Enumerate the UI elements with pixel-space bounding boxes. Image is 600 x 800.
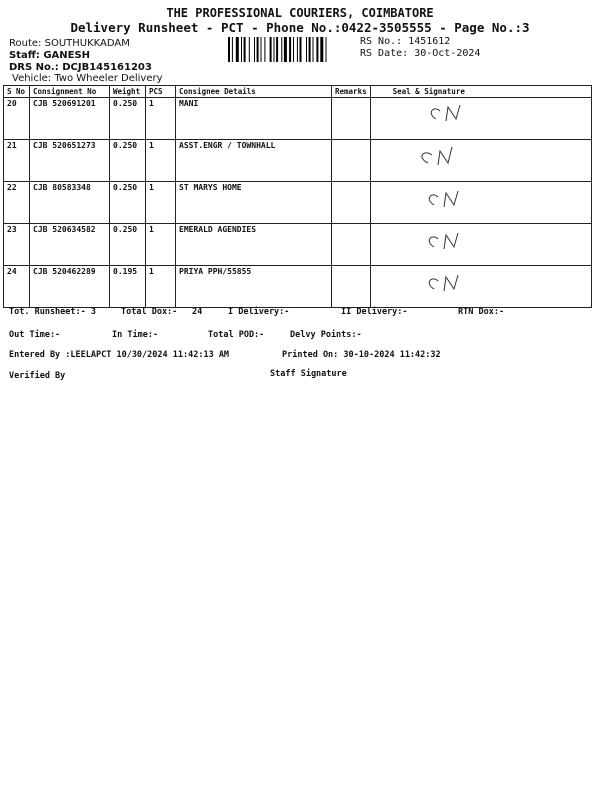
table-row bbox=[4, 140, 592, 182]
company-title: THE PROFESSIONAL COURIERS, COIMBATORE bbox=[166, 6, 434, 20]
cell-signature bbox=[370, 224, 591, 266]
tot-runsheet: Tot. Runsheet:- 3 bbox=[9, 307, 96, 317]
cell-signature bbox=[370, 98, 591, 140]
cell-remarks bbox=[332, 182, 371, 224]
cell-pcs: 1 bbox=[146, 140, 176, 182]
ii-delivery: II Delivery:- bbox=[341, 307, 408, 317]
delvy-points: Delvy Points:- bbox=[290, 330, 362, 340]
col-pcs: PCS bbox=[146, 86, 176, 98]
drs-value: DCJB145161203 bbox=[62, 62, 152, 73]
table-row bbox=[4, 98, 592, 140]
cell-weight: 0.250 bbox=[110, 140, 146, 182]
col-consignee: Consignee Details bbox=[176, 86, 332, 98]
cell-pcs: 1 bbox=[146, 224, 176, 266]
route-value: SOUTHUKKADAM bbox=[44, 38, 130, 49]
cell-remarks bbox=[332, 266, 371, 308]
vehicle-value: Two Wheeler Delivery bbox=[54, 73, 163, 84]
cell-weight: 0.250 bbox=[110, 182, 146, 224]
route-label: Route: bbox=[9, 38, 42, 49]
runsheet-subtitle: Delivery Runsheet - PCT - Phone No.:0422-3505555 - Page No.:3 bbox=[70, 20, 530, 35]
handwritten-signature bbox=[422, 183, 482, 213]
handwritten-signature bbox=[422, 267, 482, 297]
cell-remarks bbox=[332, 224, 371, 266]
cell-consignee: EMERALD AGENDIES bbox=[176, 224, 332, 266]
cell-pcs: 1 bbox=[146, 98, 176, 140]
rtn-dox: RTN Dox:- bbox=[458, 307, 505, 317]
cell-sno: 22 bbox=[4, 182, 30, 224]
cell-remarks bbox=[332, 140, 371, 182]
cell-consignment: CJB 80583348 bbox=[30, 182, 110, 224]
cell-signature bbox=[370, 182, 591, 224]
cell-pcs: 1 bbox=[146, 182, 176, 224]
runsheet-table bbox=[3, 85, 592, 308]
col-signature: Seal & Signature bbox=[370, 86, 591, 98]
vehicle-label: Vehicle: bbox=[12, 73, 52, 84]
col-consignment: Consignment No bbox=[30, 86, 110, 98]
cell-sno: 24 bbox=[4, 266, 30, 308]
rs-date-label: RS Date: bbox=[360, 48, 409, 59]
staff-label: Staff: bbox=[9, 50, 40, 61]
out-time: Out Time:- bbox=[9, 330, 61, 340]
total-dox-label: Total Dox:- bbox=[121, 307, 178, 317]
handwritten-signature bbox=[424, 99, 484, 129]
rs-no-value: 1451612 bbox=[408, 36, 451, 47]
cell-sno: 20 bbox=[4, 98, 30, 140]
entered-by: Entered By :LEELAPCT 10/30/2024 11:42:13 AM bbox=[9, 350, 230, 360]
barcode bbox=[228, 37, 354, 62]
rs-no-line bbox=[360, 36, 450, 47]
table-row bbox=[4, 266, 592, 308]
total-pod: Total POD:- bbox=[208, 330, 265, 340]
table-header-row bbox=[4, 86, 592, 98]
total-dox-value: 24 bbox=[192, 307, 203, 317]
cell-consignee: MANI bbox=[176, 98, 332, 140]
cell-signature bbox=[370, 140, 591, 182]
cell-signature bbox=[370, 266, 591, 308]
handwritten-signature bbox=[414, 141, 474, 171]
col-weight: Weight bbox=[110, 86, 146, 98]
cell-pcs: 1 bbox=[146, 266, 176, 308]
in-time: In Time:- bbox=[112, 330, 159, 340]
handwritten-signature bbox=[422, 225, 482, 255]
drs-label: DRS No.: bbox=[9, 62, 59, 73]
rs-date-value: 30-Oct-2024 bbox=[414, 48, 481, 59]
cell-consignment: CJB 520462289 bbox=[30, 266, 110, 308]
cell-sno: 23 bbox=[4, 224, 30, 266]
cell-weight: 0.250 bbox=[110, 224, 146, 266]
cell-consignee: ASST.ENGR / TOWNHALL bbox=[176, 140, 332, 182]
printed-on: Printed On: 30-10-2024 11:42:32 bbox=[282, 350, 441, 360]
i-delivery: I Delivery:- bbox=[228, 307, 290, 317]
cell-consignment: CJB 520691201 bbox=[30, 98, 110, 140]
cell-consignment: CJB 520634582 bbox=[30, 224, 110, 266]
drs-line bbox=[9, 62, 152, 73]
cell-consignee: ST MARYS HOME bbox=[176, 182, 332, 224]
staff-value: GANESH bbox=[43, 50, 91, 61]
table-row bbox=[4, 182, 592, 224]
vehicle-line bbox=[12, 73, 163, 84]
cell-weight: 0.250 bbox=[110, 98, 146, 140]
rs-no-label: RS No.: bbox=[360, 36, 403, 47]
cell-weight: 0.195 bbox=[110, 266, 146, 308]
cell-consignment: CJB 520651273 bbox=[30, 140, 110, 182]
col-remarks: Remarks bbox=[332, 86, 371, 98]
col-sno: S No bbox=[4, 86, 30, 98]
table-row bbox=[4, 224, 592, 266]
cell-sno: 21 bbox=[4, 140, 30, 182]
verified-by: Verified By bbox=[9, 371, 66, 381]
cell-consignee: PRIYA PPH/55855 bbox=[176, 266, 332, 308]
cell-remarks bbox=[332, 98, 371, 140]
staff-line bbox=[9, 50, 90, 61]
rs-date-line bbox=[360, 48, 480, 59]
staff-signature: Staff Signature bbox=[270, 369, 347, 379]
route-line bbox=[9, 38, 130, 49]
